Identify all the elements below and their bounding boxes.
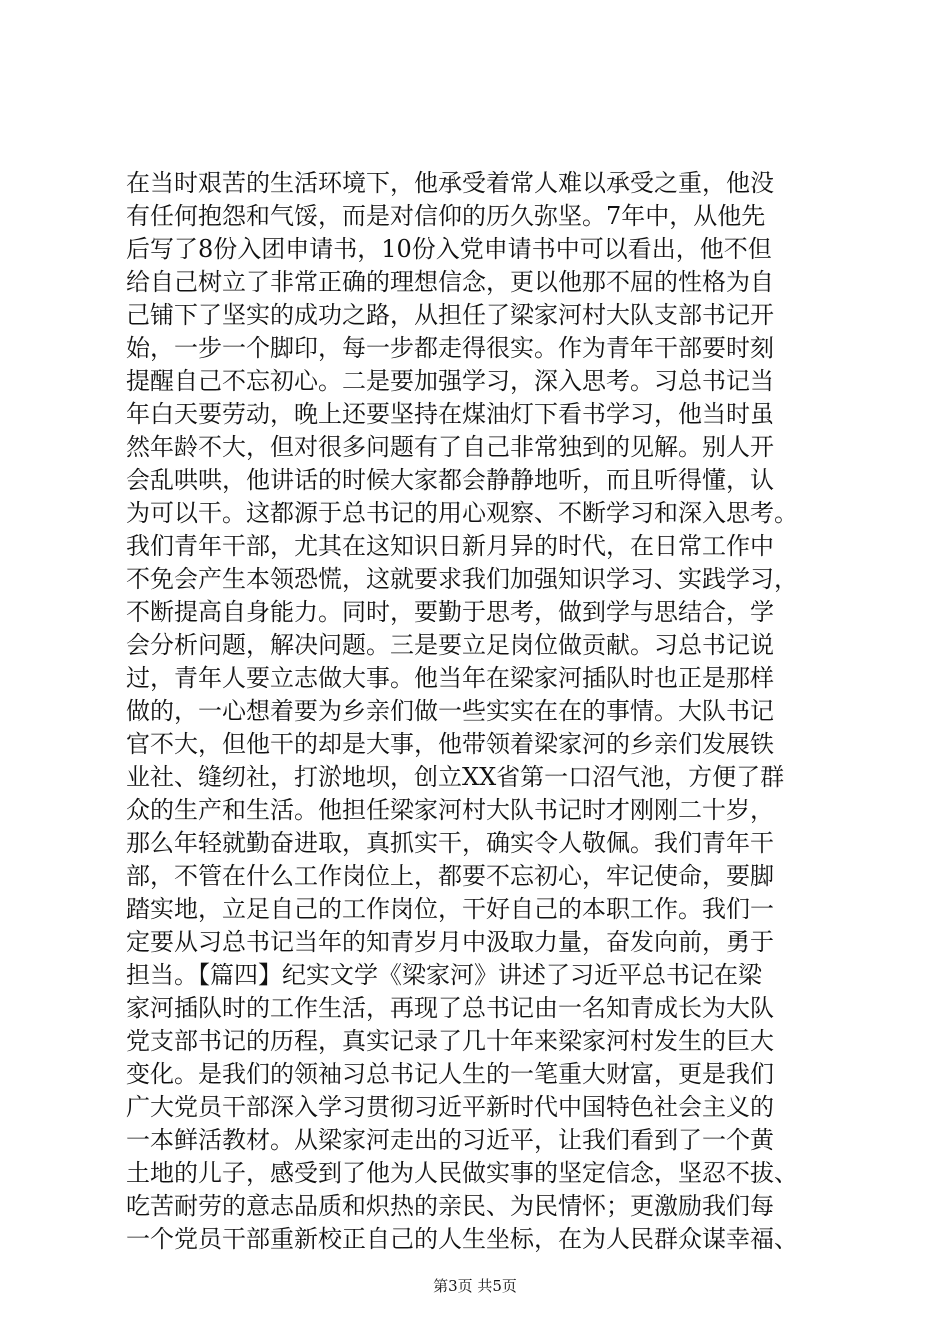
text-line: 业社、缝纫社，打淤地坝，创立XX省第一口沼气池，方便了群 xyxy=(126,763,785,791)
text-line: 部，不管在什么工作岗位上，都要不忘初心，牢记使命，要脚 xyxy=(126,862,774,890)
text-line: 定要从习总书记当年的知青岁月中汲取力量，奋发向前，勇于 xyxy=(126,928,774,956)
text-line: 我们青年干部，尤其在这知识日新月异的时代，在日常工作中 xyxy=(126,532,774,560)
text-line: 不断提高自身能力。同时，要勤于思考，做到学与思结合，学 xyxy=(126,598,774,626)
text-line: 一个党员干部重新校正自己的人生坐标，在为人民群众谋幸福、 xyxy=(126,1225,798,1253)
text-line: 为可以干。这都源于总书记的用心观察、不断学习和深入思考。 xyxy=(126,499,798,527)
text-line: 后写了8份入团申请书，10份入党申请书中可以看出，他不但 xyxy=(126,235,772,263)
text-line: 给自己树立了非常正确的理想信念，更以他那不屈的性格为自 xyxy=(126,268,774,296)
text-line: 担当。【篇四】纪实文学《梁家河》讲述了习近平总书记在梁 xyxy=(126,961,762,989)
text-line: 在当时艰苦的生活环境下，他承受着常人难以承受之重，他没 xyxy=(126,169,774,197)
text-line: 不免会产生本领恐慌，这就要求我们加强知识学习、实践学习， xyxy=(126,565,798,593)
text-line: 土地的儿子，感受到了他为人民做实事的坚定信念，坚忍不拔、 xyxy=(126,1159,798,1187)
page-footer xyxy=(0,1276,950,1296)
text-line: 家河插队时的工作生活，再现了总书记由一名知青成长为大队 xyxy=(126,994,774,1022)
text-line: 过，青年人要立志做大事。他当年在梁家河插队时也正是那样 xyxy=(126,664,774,692)
text-line: 党支部书记的历程，真实记录了几十年来梁家河村发生的巨大 xyxy=(126,1027,774,1055)
text-line: 那么年轻就勤奋进取，真抓实干，确实令人敬佩。我们青年干 xyxy=(126,829,774,857)
text-line: 官不大，但他干的却是大事，他带领着梁家河的乡亲们发展铁 xyxy=(126,730,774,758)
text-line: 年白天要劳动，晚上还要坚持在煤油灯下看书学习，他当时虽 xyxy=(126,400,774,428)
text-line: 踏实地，立足自己的工作岗位，干好自己的本职工作。我们一 xyxy=(126,895,774,923)
body-text xyxy=(126,167,831,1256)
text-line: 众的生产和生活。他担任梁家河村大队书记时才刚刚二十岁， xyxy=(126,796,774,824)
text-line: 会分析问题，解决问题。三是要立足岗位做贡献。习总书记说 xyxy=(126,631,774,659)
text-line: 做的，一心想着要为乡亲们做一些实实在在的事情。大队书记 xyxy=(126,697,774,725)
text-line: 广大党员干部深入学习贯彻习近平新时代中国特色社会主义的 xyxy=(126,1093,774,1121)
text-line: 己铺下了坚实的成功之路，从担任了梁家河村大队支部书记开 xyxy=(126,301,774,329)
text-line: 有任何抱怨和气馁，而是对信仰的历久弥坚。7年中，从他先 xyxy=(126,202,766,230)
text-line: 始，一步一个脚印，每一步都走得很实。作为青年干部要时刻 xyxy=(126,334,774,362)
text-line: 吃苦耐劳的意志品质和炽热的亲民、为民情怀；更激励我们每 xyxy=(126,1192,774,1220)
text-line: 一本鲜活教材。从梁家河走出的习近平，让我们看到了一个黄 xyxy=(126,1126,774,1154)
text-line: 变化。是我们的领袖习总书记人生的一笔重大财富，更是我们 xyxy=(126,1060,774,1088)
page-number: 第3页 共5页 xyxy=(433,1277,517,1295)
text-line: 提醒自己不忘初心。二是要加强学习，深入思考。习总书记当 xyxy=(126,367,774,395)
text-line: 会乱哄哄，他讲话的时候大家都会静静地听，而且听得懂，认 xyxy=(126,466,774,494)
text-line: 然年龄不大，但对很多问题有了自己非常独到的见解。别人开 xyxy=(126,433,774,461)
